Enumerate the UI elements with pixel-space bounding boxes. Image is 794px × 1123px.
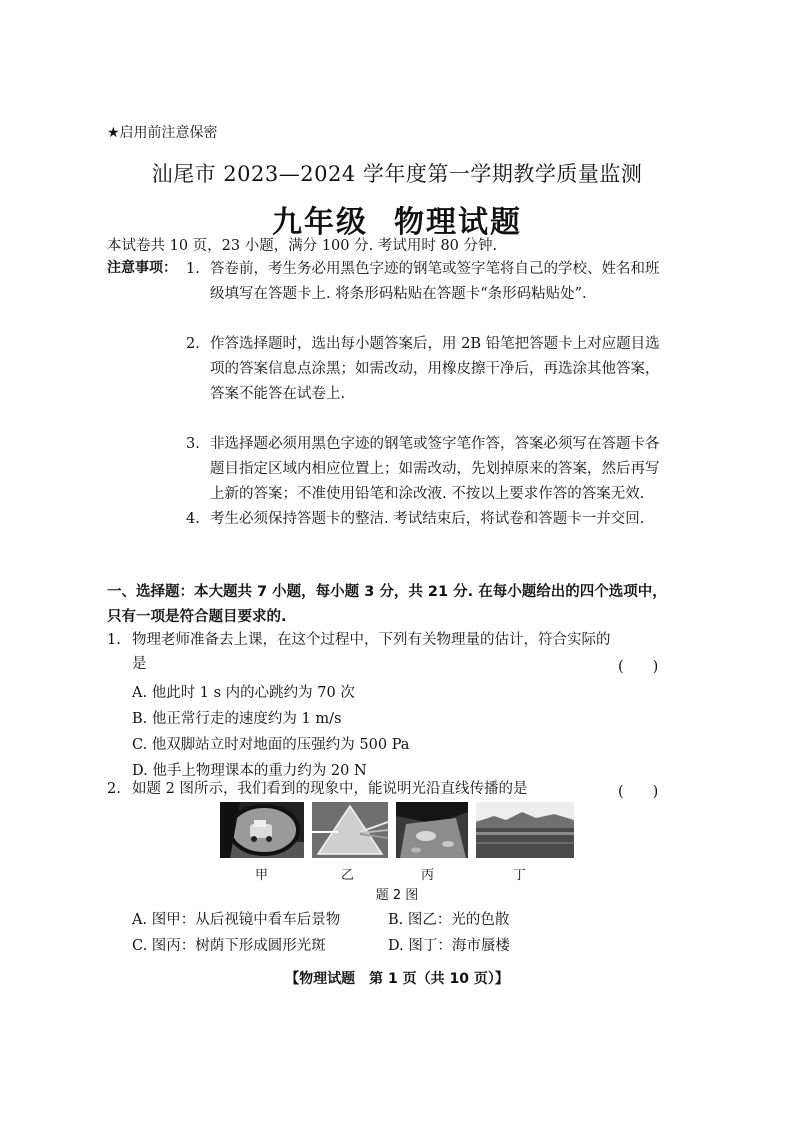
option-a: A. 他此时 1 s 内的心跳约为 70 次 xyxy=(132,685,355,701)
note-number: 2. xyxy=(186,336,200,352)
question-stem-cont: 是 xyxy=(132,656,147,672)
notes-label: 注意事项： xyxy=(107,260,177,276)
note-number: 1. xyxy=(186,261,200,277)
note-text: 作答选择题时，选出每小题答案后，用 2B 铅笔把答题卡上对应题目选项的答案信息点涂黑；如需改动，用橡皮擦干净后，再选涂其他答案，答案不能答在试卷上. xyxy=(210,336,660,402)
grade-label: 九年级 xyxy=(272,205,368,240)
option-d: D. 图丁：海市蜃楼 xyxy=(388,938,510,954)
subject-label: 物理试题 xyxy=(394,205,522,240)
note-text: 答卷前，考生务必用黑色字迹的钢笔或签字笔将自己的学校、姓名和班级填写在答题卡上. 将条形码粘贴在答题卡“条形码粘贴处”. xyxy=(210,261,660,302)
exam-intro: 本试卷共 10 页，23 小题，满分 100 分. 考试用时 80 分钟. xyxy=(107,238,498,254)
note-text: 非选择题必须用黑色字迹的钢笔或签字笔作答，答案必须写在答题卡各题目指定区域内相应位置上；如需改动，先划掉原来的答案，然后再写上新的答案；不准使用铅笔和涂改液. 不按以上要求作答的答案无效. xyxy=(210,436,660,502)
figure-caption: 题 2 图 xyxy=(375,888,419,903)
question-stem: 如题 2 图所示，我们看到的现象中，能说明光沿直线传播的是 xyxy=(132,781,528,797)
option-c: C. 图丙：树荫下形成圆形光斑 xyxy=(132,938,326,954)
question-stem: 物理老师准备去上课，在这个过程中，下列有关物理量的估计，符合实际的 xyxy=(132,632,611,648)
note-text: 考生必须保持答题卡的整洁. 考试结束后，将试卷和答题卡一并交回. xyxy=(210,511,645,527)
figure-label-jia: 甲 xyxy=(255,868,269,883)
note-item xyxy=(186,257,671,307)
note-item xyxy=(186,332,671,407)
figure-label-ding: 丁 xyxy=(513,868,527,883)
question-number: 1. xyxy=(107,632,121,648)
question-number: 2. xyxy=(107,781,121,797)
prism-photo xyxy=(312,802,388,858)
exam-title: 汕尾市 2023—2024 学年度第一学期教学质量监测 xyxy=(151,162,643,186)
figure-strip xyxy=(220,802,574,858)
mirage-photo xyxy=(476,802,574,858)
figure-label-bing: 丙 xyxy=(421,868,435,883)
tree-shade-photo xyxy=(396,802,468,858)
note-item xyxy=(186,507,671,532)
option-c: C. 他双脚站立时对地面的压强约为 500 Pa xyxy=(132,737,410,753)
answer-parens: ( ) xyxy=(618,659,659,675)
option-a: A. 图甲：从后视镜中看车后景物 xyxy=(132,912,341,928)
option-b: B. 图乙：光的色散 xyxy=(388,912,510,928)
page-footer: 【物理试题 第 1 页（共 10 页）】 xyxy=(285,971,509,987)
note-item xyxy=(186,432,671,507)
mirror-photo xyxy=(220,802,304,858)
confidential-label: ★启用前注意保密 xyxy=(107,125,218,141)
option-b: B. 他正常行走的速度约为 1 m/s xyxy=(132,711,342,727)
figure-label-yi: 乙 xyxy=(341,868,355,883)
section-heading: 一、选择题：本大题共 7 小题，每小题 3 分，共 21 分. 在每小题给出的四个选项中，只有一项是符合题目要求的. xyxy=(107,584,667,625)
answer-parens: ( ) xyxy=(618,784,659,800)
option-d: D. 他手上物理课本的重力约为 20 N xyxy=(132,763,367,779)
note-number: 3. xyxy=(186,436,200,452)
note-number: 4. xyxy=(186,511,200,527)
